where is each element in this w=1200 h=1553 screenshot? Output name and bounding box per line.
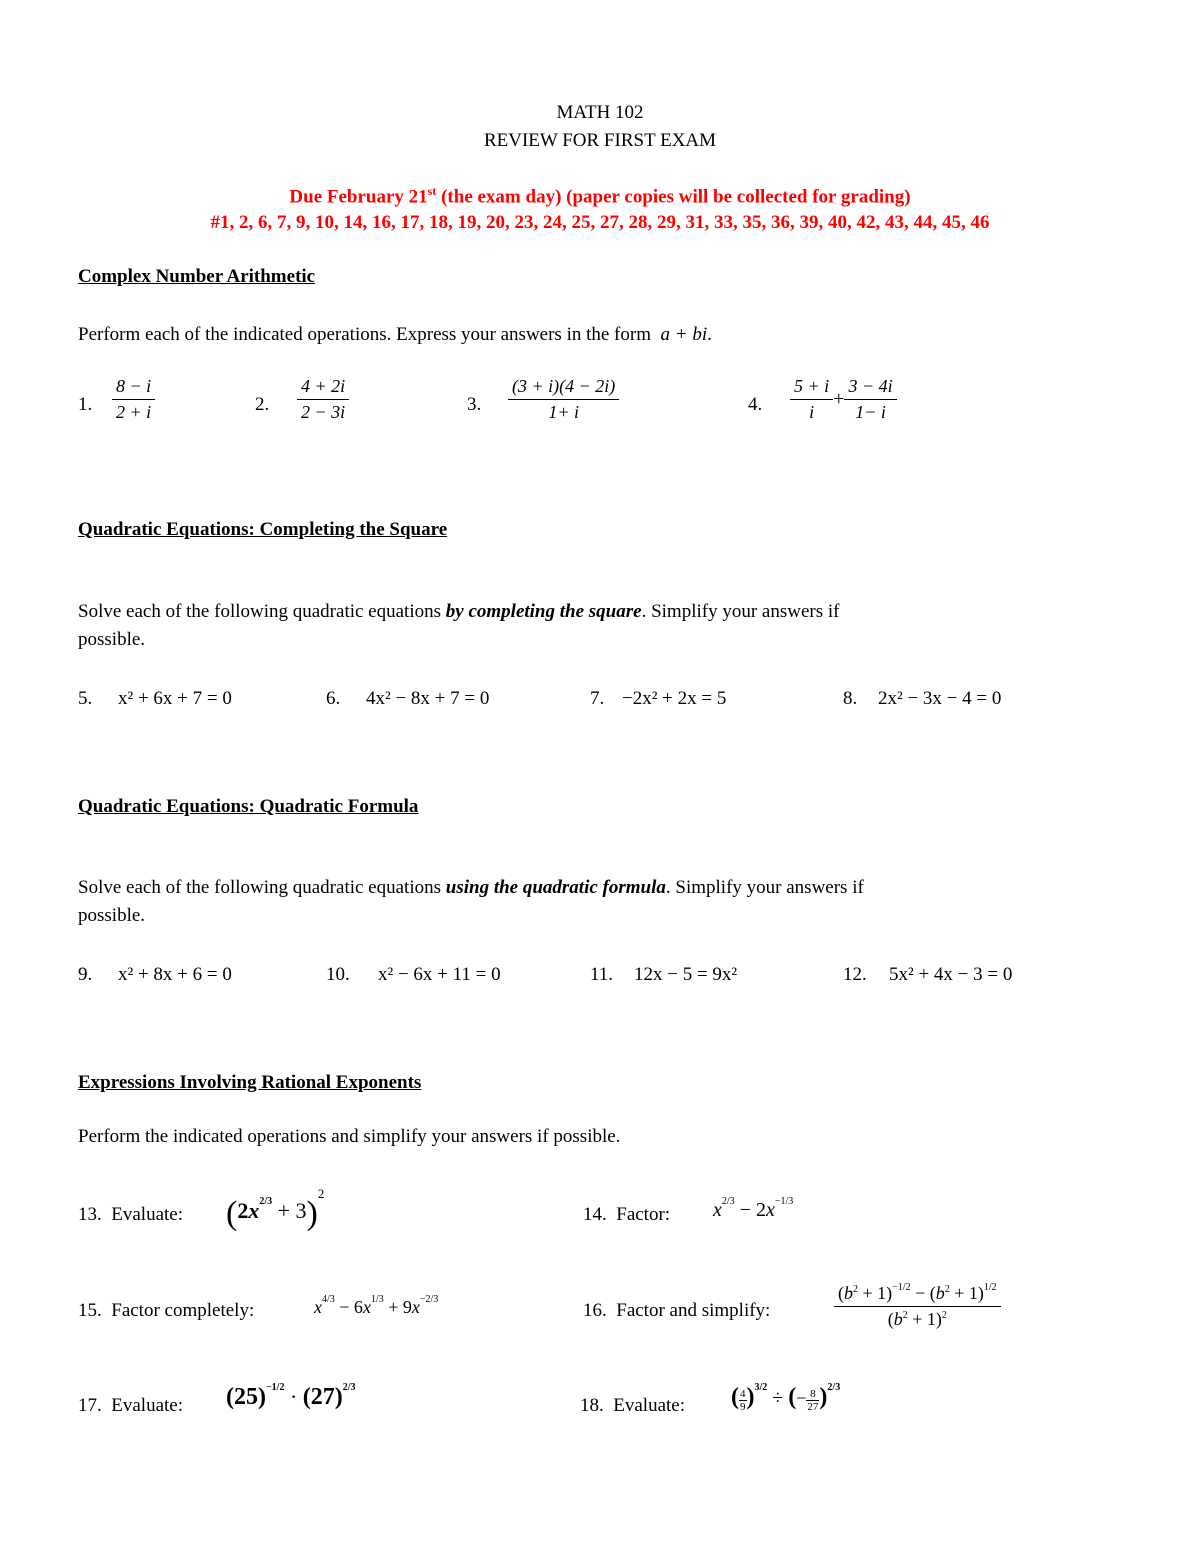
instruction-post: . Simplify your answers if <box>665 877 864 898</box>
problem-8-equation: 2x² − 3x − 4 = 0 <box>878 688 1002 709</box>
problem-label: Factor: <box>616 1204 671 1225</box>
problem-9-equation: x² + 8x + 6 = 0 <box>118 964 232 985</box>
instruction-pre: Solve each of the following quadratic equations <box>78 877 446 898</box>
problem-15-expression: $x^{4/3} - 6x^{1/3} + 9x^{-2/3}$ <box>314 1294 439 1317</box>
document-subtitle: REVIEW FOR FIRST EXAM <box>483 130 717 151</box>
rational-instruction: Perform the indicated operations and simplify your answers if possible. <box>78 1126 621 1147</box>
problem-4-expression <box>790 376 897 423</box>
problem-16-expression: $\frac{(b^2 + 1)^{-1/2} - (b^2 + 1)^{1/2}}{(b^2 + 1)^2}$ <box>834 1282 1001 1330</box>
problem-label: Evaluate: <box>111 1395 183 1416</box>
numerator: 8 − i <box>116 376 152 396</box>
problem-label: Factor and simplify: <box>616 1300 771 1321</box>
problem-number: 15. <box>78 1300 102 1321</box>
problem-1-fraction <box>112 376 155 423</box>
problem-number: 10. <box>326 964 350 985</box>
problem-3-fraction <box>508 376 619 423</box>
problem-label: Evaluate: <box>613 1395 685 1416</box>
numerator: 3 − 4i <box>848 376 893 396</box>
problem-2-fraction <box>297 376 349 423</box>
numerator: 4 + 2i <box>301 376 346 396</box>
problem-number: 14. <box>583 1204 607 1225</box>
problem-7-equation: −2x² + 2x = 5 <box>622 688 727 709</box>
due-pre: Due February 21 <box>289 186 428 208</box>
denominator: 2 + i <box>116 402 152 422</box>
problem-label: Factor completely: <box>111 1300 255 1321</box>
instruction-post: . Simplify your answers if <box>641 601 840 622</box>
problem-number: 3. <box>467 394 482 415</box>
form-expression: a + bi <box>660 324 708 345</box>
problem-number: 1. <box>78 394 93 415</box>
problem-label: Evaluate: <box>111 1204 183 1225</box>
problem-13 <box>78 1204 183 1226</box>
denominator: i <box>809 402 815 422</box>
assigned-problems: #1, 2, 6, 7, 9, 10, 14, 16, 17, 18, 19, 20, 23, 24, 25, 27, 28, 29, 31, 33, 35, 36, 39, 40, 42, 43, 44, 45, 46 <box>210 212 990 233</box>
formula-instruction <box>78 877 864 899</box>
denominator: 1− i <box>855 402 886 422</box>
problem-number: 5. <box>78 688 93 709</box>
problem-12-equation: 5x² + 4x − 3 = 0 <box>889 964 1013 985</box>
formula-instruction-line2: possible. <box>78 905 146 926</box>
due-date-line <box>0 184 1200 208</box>
due-sup: st <box>427 184 437 198</box>
problem-number: 9. <box>78 964 93 985</box>
problem-10-equation: x² − 6x + 11 = 0 <box>378 964 501 985</box>
problem-15 <box>78 1300 254 1322</box>
problem-number: 12. <box>843 964 867 985</box>
section-heading-rational: Expressions Involving Rational Exponents <box>78 1072 422 1093</box>
problem-13-expression: $(2x^{2/3} + 3)^2$ <box>226 1186 325 1232</box>
problem-18 <box>580 1395 685 1417</box>
problem-number: 6. <box>326 688 341 709</box>
problem-number: 11. <box>590 964 614 985</box>
due-post: (the exam day) (paper copies will be collected for grading) <box>436 186 911 208</box>
problem-number: 16. <box>583 1300 607 1321</box>
instruction-pre: Solve each of the following quadratic equations <box>78 601 446 622</box>
problem-number: 18. <box>580 1395 604 1416</box>
problem-number: 7. <box>590 688 605 709</box>
problem-6-equation: 4x² − 8x + 7 = 0 <box>366 688 490 709</box>
instruction-emphasis: by completing the square <box>445 601 642 622</box>
instruction-emphasis: using the quadratic formula <box>445 877 666 898</box>
problem-number: 17. <box>78 1395 102 1416</box>
numerator: (3 + i)(4 − 2i) <box>512 376 616 396</box>
instruction-text: Perform each of the indicated operations. Express your answers in the form <box>78 324 651 345</box>
plus-operator: + <box>833 388 845 410</box>
complex-instruction: Perform each of the indicated operations. Express your answers in the form a + bi. <box>78 324 712 345</box>
section-heading-completing: Quadratic Equations: Completing the Square <box>78 519 448 540</box>
problem-14 <box>583 1204 670 1226</box>
problem-number: 13. <box>78 1204 102 1225</box>
denominator: 1+ i <box>548 402 579 422</box>
numerator: 5 + i <box>794 376 830 396</box>
problem-17 <box>78 1395 183 1417</box>
problem-number: 8. <box>843 688 858 709</box>
problem-14-expression: $x^{2/3} - 2x^{-1/3}$ <box>713 1196 794 1221</box>
problem-number: 2. <box>255 394 270 415</box>
problem-number: 4. <box>748 394 763 415</box>
problem-16 <box>583 1300 770 1322</box>
completing-instruction <box>78 601 839 623</box>
completing-instruction-line2: possible. <box>78 629 146 650</box>
course-title: MATH 102 <box>556 102 644 123</box>
section-heading-formula: Quadratic Equations: Quadratic Formula <box>78 796 419 817</box>
section-heading-complex: Complex Number Arithmetic <box>78 266 316 287</box>
problem-17-expression: $(25)^{-1/2} \cdot (27)^{2/3}$ <box>226 1382 356 1410</box>
problem-5-equation: x² + 6x + 7 = 0 <box>118 688 232 709</box>
problem-11-equation: 12x − 5 = 9x² <box>634 964 738 985</box>
problem-18-expression: ( $\frac{4}{9}$ )$^{3/2}$ ÷ (− $\frac{8}{27}$ )$^{2/3}$ <box>731 1382 841 1413</box>
denominator: 2 − 3i <box>301 402 346 422</box>
